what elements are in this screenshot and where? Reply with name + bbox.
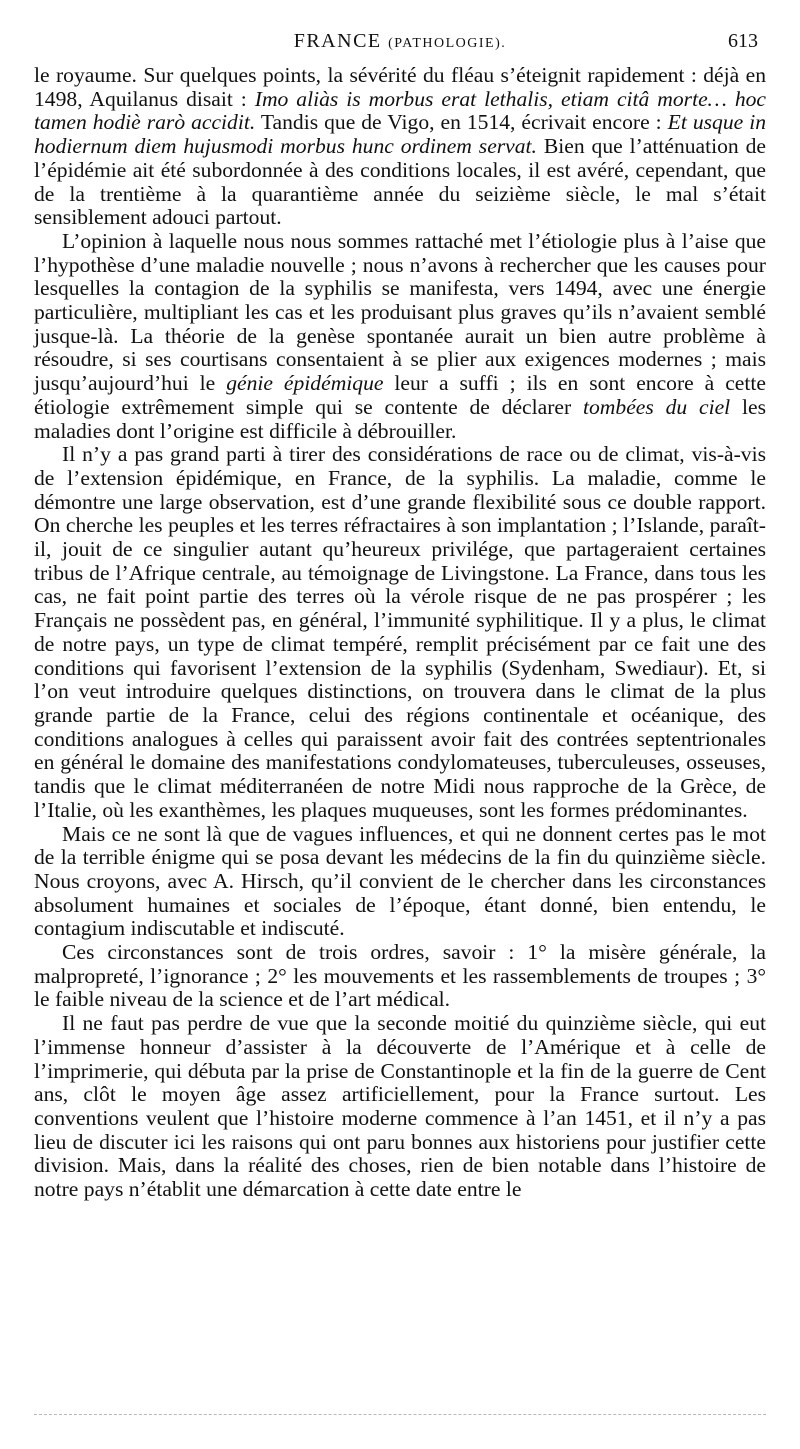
- text-run: Il ne faut pas perdre de vue que la seconde moitié du quinzième siècle, qui eut l’immense honneur d’assister à la découverte de l’Amérique et à celle de l’imprimerie, qui débuta par la prise de Constantinople et la fin de la guerre de Cent ans, clôt le moyen âge assez artificiellement, pour la France surtout. Les conventions veulent que l’histoire moderne commence à l’an 1451, et il n’y a pas lieu de discuter ici les raisons qui ont paru bonnes aux historiens pour justifier cette division. Mais, dans la réalité des choses, rien de bien notable dans l’histoire de notre pays n’établit une démarcation à cette date entre le: [34, 1011, 766, 1202]
- text-run: Tandis que de Vigo, en 1514, écrivait encore :: [255, 110, 668, 135]
- bottom-rule: [34, 1414, 766, 1415]
- running-header: [34, 30, 766, 64]
- body-text: [34, 64, 766, 1202]
- running-title: [34, 30, 766, 53]
- header-title: FRANCE: [293, 30, 382, 52]
- page-number: 613: [728, 30, 758, 52]
- text-run: les maladies dont l’origine est difficile à débrouiller.: [34, 394, 766, 443]
- text-run: Mais ce ne sont là que de vagues influences, et qui ne donnent certes pas le mot de la terrible énigme qui se posa devant les médecins de la fin du quinzième siècle. Nous croyons, avec A. Hirsch, qu’il convient de le chercher dans les circonstances absolument humaines et sociales de l’époque, étant donné, bien entendu, le contagium indiscutable et indiscuté.: [34, 821, 766, 941]
- paragraph: [34, 443, 766, 822]
- text-run: Ces circonstances sont de trois ordres, savoir : 1° la misère générale, la malpropreté, l’ignorance ; 2° les mouvements et les rassemblements de troupes ; 3° le faible niveau de la science et de l’art médical.: [34, 940, 766, 1012]
- italic-text: génie épidémique: [226, 371, 384, 396]
- paragraph: [34, 64, 766, 230]
- header-subtitle: (PATHOLOGIE).: [388, 36, 507, 51]
- text-run: leur a suffi ; ils en sont encore à cette étiologie extrêmement simple qui se contente de déclarer: [34, 371, 766, 419]
- italic-text: tombées du ciel: [583, 394, 731, 419]
- paragraph: [34, 1012, 766, 1202]
- text-run: Bien que l’atténuation de l’épidémie ait été subordonnée à des conditions locales, il est avéré, cependant, que de la trentième à la quarantième année du seizième siècle, le mal s’était sensiblement adouci partout.: [34, 134, 766, 230]
- text-run: le royaume. Sur quelques points, la sévérité du fléau s’éteignit rapidement : déjà en 1498, Aquilanus disait :: [34, 63, 766, 111]
- paragraph: [34, 823, 766, 942]
- paragraph: [34, 230, 766, 443]
- text-run: L’opinion à laquelle nous nous sommes rattaché met l’étiologie plus à l’aise que l’hypothèse d’une maladie nouvelle ; nous n’avons à rechercher que les causes pour lesquelles la contagion de la syphilis se manifesta, vers 1494, avec une énergie particulière, multipliant les cas et les produisant plus graves qu’ils n’avaient semblé jusque-là. La théorie de la genèse spontanée aurait un bien autre problème à résoudre, si ses courtisans consentaient à se plier aux exigences modernes ; mais jusqu’aujourd’hui le: [34, 228, 766, 396]
- text-run: Il n’y a pas grand parti à tirer des considérations de race ou de climat, vis-à-vis de l’extension épidémique, en France, de la syphilis. La maladie, comme le démontre une large observation, est d’une grande flexibilité sous ce double rapport. On cherche les peuples et les terres réfractaires à son implantation ; l’Islande, paraît-il, jouit de ce singulier autant qu’heureux privilége, que partageraient certaines tribus de l’Afrique centrale, au témoignage de Livingstone. La France, dans tous les cas, ne fait point partie des terres où la vérole risque de ne pas prospérer ; les Français ne possèdent pas, en général, l’immunité syphilitique. Il y a plus, le climat de notre pays, un type de climat tempéré, remplit précisément par ce fait une des conditions qui favorisent l’extension de la syphilis (Sydenham, Swediaur). Et, si l’on veut introduire quelques distinctions, on trouvera dans le climat de la plus grande partie de la France, celui des régions continentale et océanique, des conditions analogues à celles qui paraissent avoir fait des contrées septentrionales en général le domaine des manifestations condylomateuses, tuberculeuses, osseuses, tandis que le climat méditerranéen de notre Midi nous rapproche de la Grèce, de l’Italie, où les exanthèmes, les plaques muqueuses, sont les formes prédominantes.: [34, 442, 766, 822]
- italic-text: Imo aliàs is morbus erat lethalis, etiam citâ morte… hoc tamen hodiè rarò accidit.: [34, 86, 766, 135]
- italic-text: Et usque in hodiernum diem hujusmodi morbus hunc ordinem servat.: [34, 110, 766, 159]
- paragraph: [34, 941, 766, 1012]
